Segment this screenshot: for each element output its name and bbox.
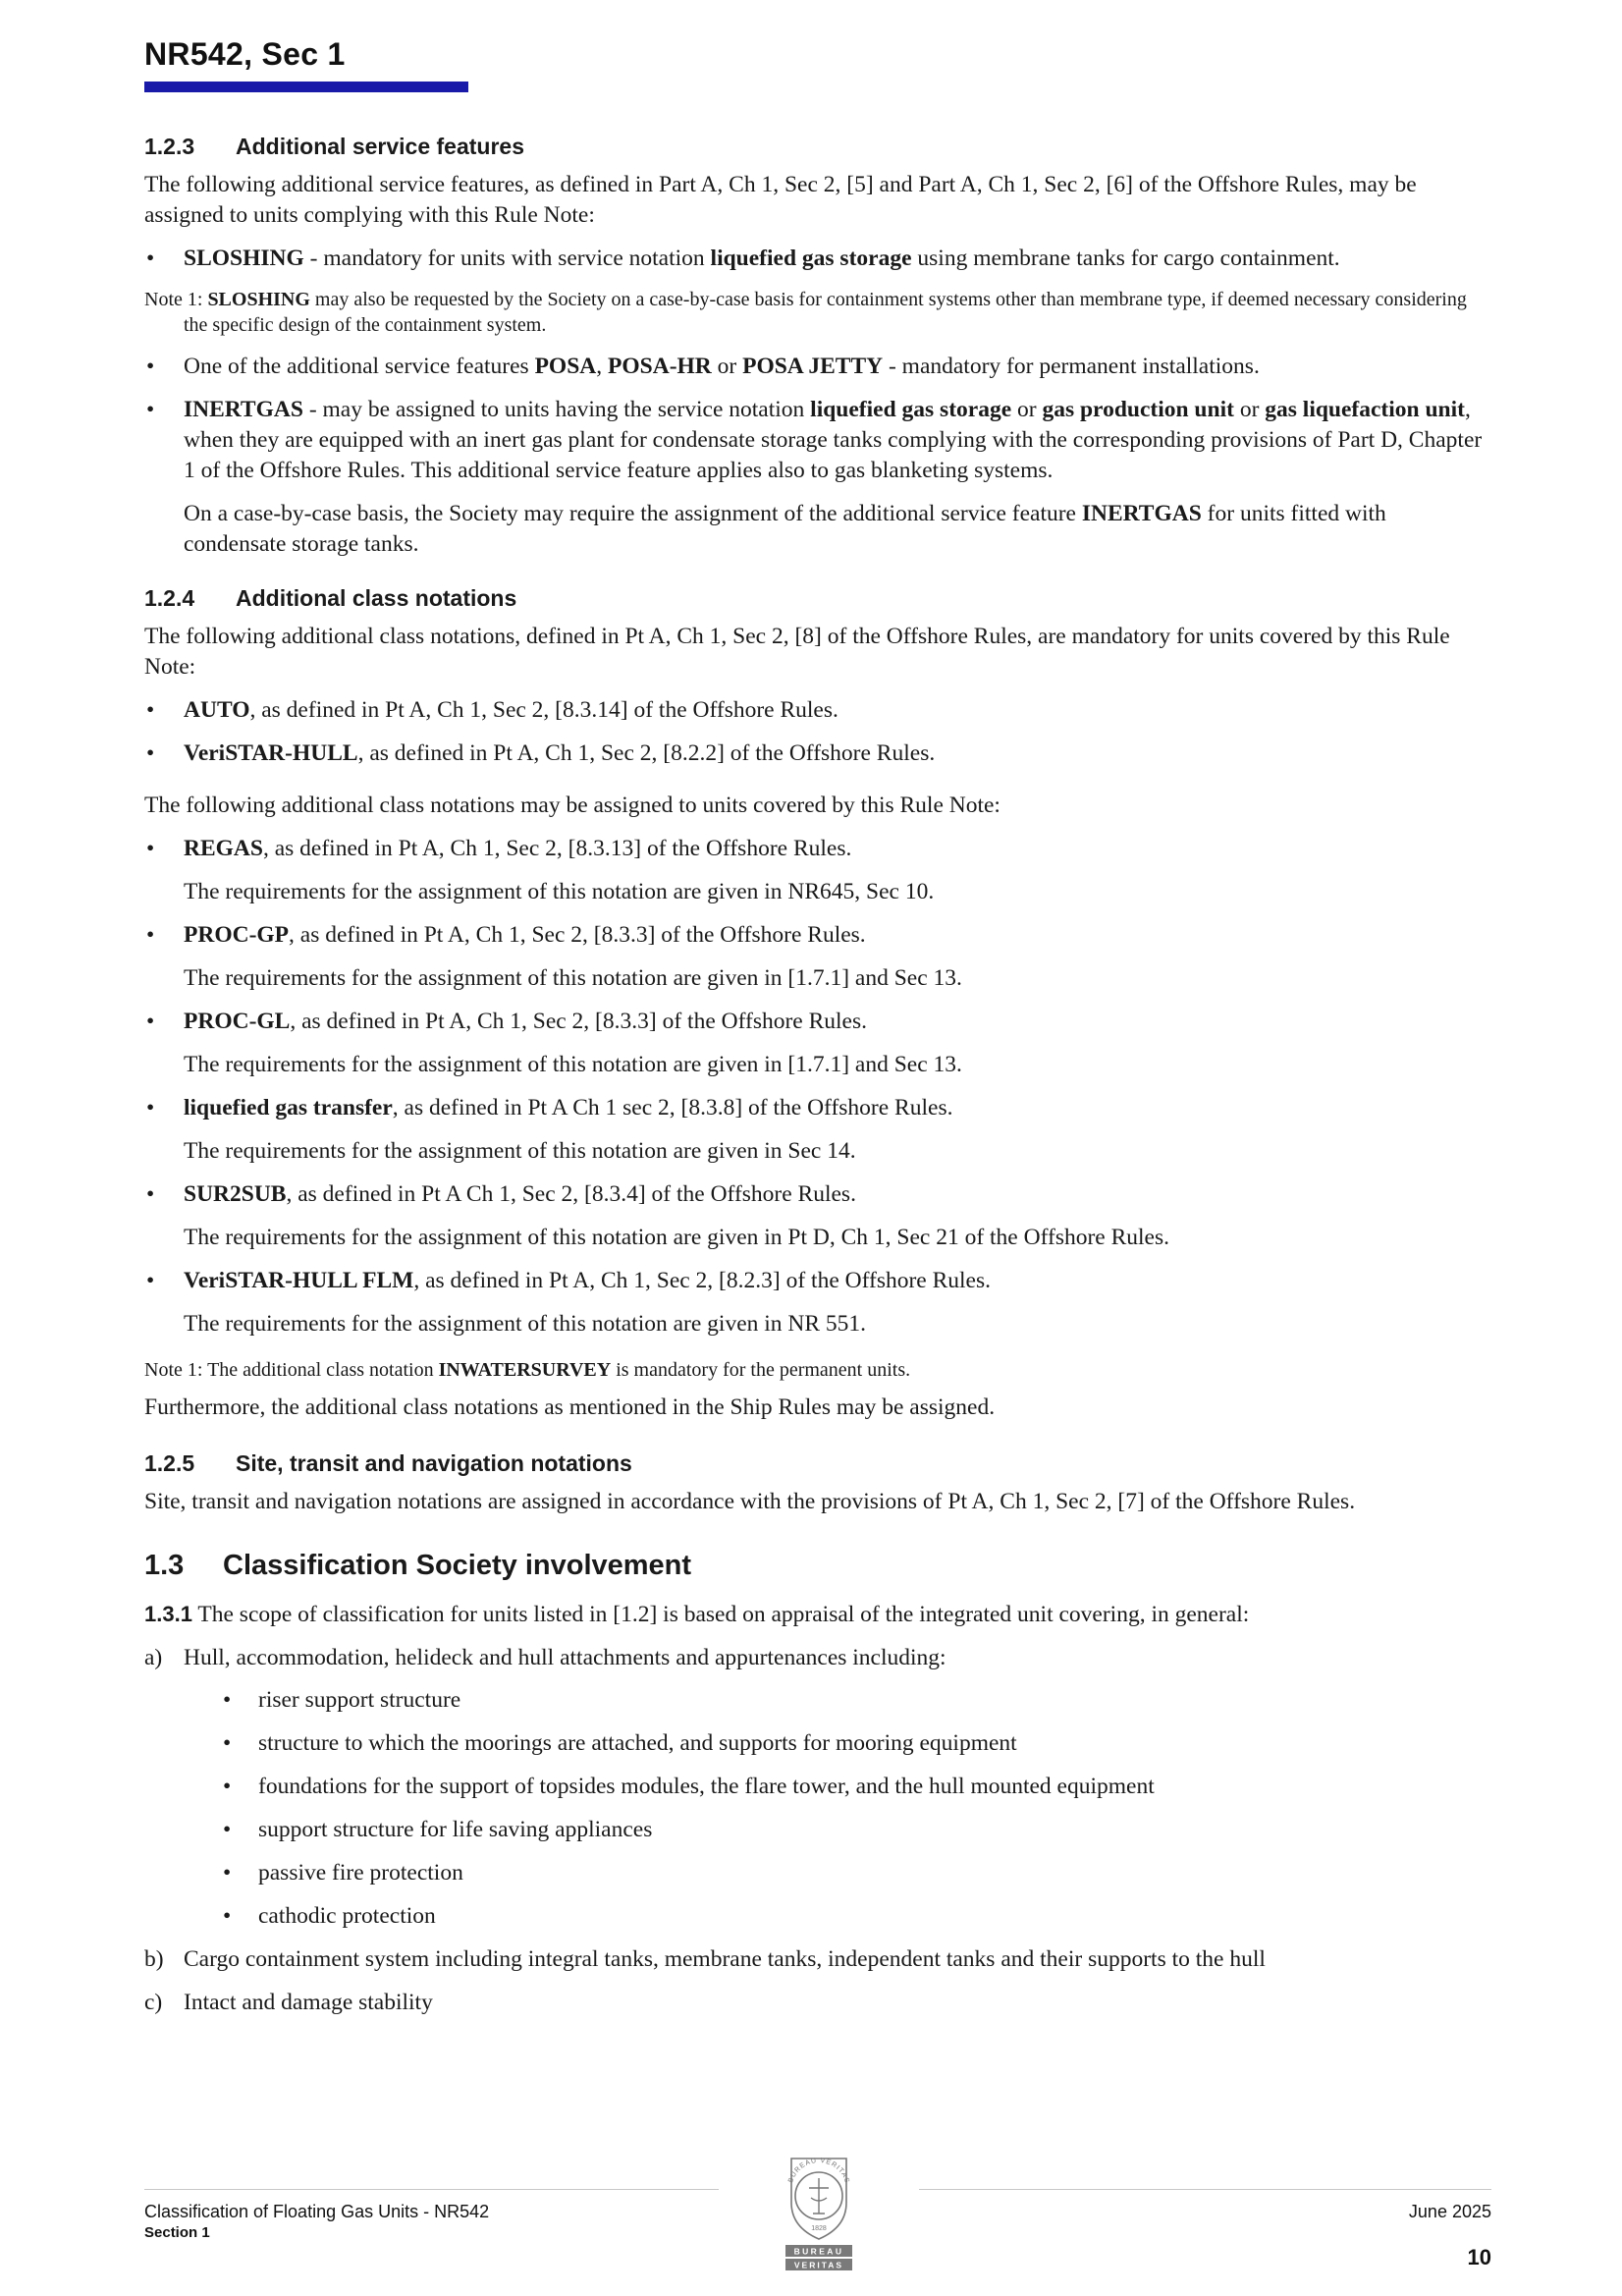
heading-text: Classification Society involvement [223, 1550, 692, 1581]
s131-alpha-list [144, 1643, 1491, 2018]
s123-bullet-list-2 [144, 352, 1491, 486]
heading-1-2-3 [144, 132, 1491, 162]
s124-intro: The following additional class notations, defined in Pt A, Ch 1, Sec 2, [8] of the Offshore Rules, are mandatory for units covered by this Rule Note: [144, 624, 1450, 680]
requirement-note: The requirements for the assignment of this notation are given in [1.7.1] and Sec 13. [184, 965, 962, 991]
s124-optional-list-2 [144, 920, 1491, 951]
list-item: • SLOSHING - mandatory for units with service notation liquefied gas storage using membrane tanks for cargo containment. [144, 244, 1491, 274]
list-item: • VeriSTAR-HULL FLM, as defined in Pt A, Ch 1, Sec 2, [8.2.3] of the Offshore Rules. [144, 1266, 1491, 1296]
s124-mandatory-list [144, 695, 1491, 769]
s124-optional-list [144, 834, 1491, 864]
list-item-b: b) Cargo containment system including integral tanks, membrane tanks, independent tanks and their supports to the hull [144, 1946, 1266, 1972]
footer-section: Section 1 [144, 2224, 210, 2241]
s124-optional-list-3 [144, 1007, 1491, 1037]
s125-text: Site, transit and navigation notations are assigned in accordance with the provisions of Pt A, Ch 1, Sec 2, [7] of the Offshore Rules. [144, 1489, 1356, 1514]
list-item-c: c) Intact and damage stability [144, 1990, 433, 2015]
heading-1-2-4 [144, 583, 1491, 614]
list-item: • support structure for life saving appliances [184, 1815, 1491, 1845]
heading-number: 1.2.3 [144, 134, 195, 159]
heading-number: 1.3 [144, 1550, 185, 1581]
list-item: • passive fire protection [184, 1858, 1491, 1888]
list-item-a: a) Hull, accommodation, helideck and hull attachments and appurtenances including: • riser support structure • structure to which the moorings are attached, and supports for mooring equipment • foundations for the support of topsides modules, the flare tower, and the hull mounted equipment • support structure for life saving appliances • passive fire protection • cathodic protection [144, 1643, 1491, 1932]
heading-text: Site, transit and navigation notations [236, 1450, 632, 1476]
s124-optional-list-5 [144, 1179, 1491, 1210]
list-item: • SUR2SUB, as defined in Pt A Ch 1, Sec 2, [8.3.4] of the Offshore Rules. [144, 1179, 1491, 1210]
list-item: • One of the additional service features POSA, POSA-HR or POSA JETTY - mandatory for permanent installations. [144, 352, 1491, 382]
heading-1-3 [144, 1551, 1491, 1581]
page-number: 10 [1467, 2245, 1491, 2269]
footer-left [144, 2202, 489, 2241]
s123-bullet-list [144, 244, 1491, 274]
s124-note: Note 1: The additional class notation INWATERSURVEY is mandatory for the permanent units. [144, 1359, 911, 1381]
list-item: • PROC-GP, as defined in Pt A, Ch 1, Sec 2, [8.3.3] of the Offshore Rules. [144, 920, 1491, 951]
heading-1-2-5 [144, 1449, 1491, 1479]
s131-paragraph: 1.3.1 The scope of classification for units listed in [1.2] is based on appraisal of the integrated unit covering, in general: [144, 1602, 1250, 1627]
list-item: • structure to which the moorings are attached, and supports for mooring equipment [184, 1728, 1491, 1759]
list-item: • VeriSTAR-HULL, as defined in Pt A, Ch 1, Sec 2, [8.2.2] of the Offshore Rules. [144, 738, 1491, 769]
requirement-note: The requirements for the assignment of this notation are given in NR645, Sec 10. [184, 879, 935, 904]
heading-text: Additional class notations [236, 585, 517, 611]
list-item: • foundations for the support of topsides modules, the flare tower, and the hull mounted equipment [184, 1772, 1491, 1802]
svg-text:VERITAS: VERITAS [793, 2260, 844, 2270]
heading-number: 1.2.4 [144, 585, 195, 611]
s123-note: Note 1: SLOSHING may also be requested by the Society on a case-by-case basis for containment systems other than membrane type, if deemed necessary considering the specific design of the containment system. [144, 289, 1467, 336]
footer-rule-left [144, 2189, 719, 2190]
s123-inertgas-paragraph: On a case-by-case basis, the Society may require the assignment of the additional service feature INERTGAS for units fitted with condensate storage tanks. [184, 501, 1386, 557]
list-item: • cathodic protection [184, 1901, 1491, 1932]
requirement-note: The requirements for the assignment of this notation are given in Pt D, Ch 1, Sec 21 of the Offshore Rules. [184, 1225, 1169, 1250]
list-item: • REGAS, as defined in Pt A, Ch 1, Sec 2, [8.3.13] of the Offshore Rules. [144, 834, 1491, 864]
list-item: • liquefied gas transfer, as defined in Pt A Ch 1 sec 2, [8.3.8] of the Offshore Rules. [144, 1093, 1491, 1123]
document-body [144, 132, 1491, 2031]
s124-optional-list-6 [144, 1266, 1491, 1296]
heading-number: 1.2.5 [144, 1450, 195, 1476]
bureau-veritas-logo [770, 2149, 868, 2276]
s123-intro: The following additional service features, as defined in Part A, Ch 1, Sec 2, [5] and Part A, Ch 1, Sec 2, [6] of the Offshore Rules, may be assigned to units complying with this Rule Note: [144, 172, 1417, 228]
footer-doc-title: Classification of Floating Gas Units - NR542 [144, 2202, 490, 2221]
header-accent-bar [144, 82, 468, 92]
svg-text:1828: 1828 [811, 2225, 827, 2232]
requirement-note: The requirements for the assignment of this notation are given in NR 551. [184, 1311, 867, 1337]
footer-rule-right [919, 2189, 1491, 2190]
list-item: • riser support structure [184, 1685, 1491, 1716]
list-item: • AUTO, as defined in Pt A, Ch 1, Sec 2, [8.3.14] of the Offshore Rules. [144, 695, 1491, 726]
svg-text:BUREAU: BUREAU [793, 2246, 844, 2257]
requirement-note: The requirements for the assignment of this notation are given in Sec 14. [184, 1138, 856, 1164]
s131-a-sublist [184, 1685, 1491, 1932]
s124-optional-list-4 [144, 1093, 1491, 1123]
list-item: • INERTGAS - may be assigned to units having the service notation liquefied gas storage or gas production unit or gas liquefaction unit, when they are equipped with an inert gas plant for condensate storage tanks complying with the corresponding provisions of Part D, Chapter 1 of the Offshore Rules. This additional service feature applies also to gas blanketing systems. [144, 395, 1491, 486]
svg-text:BUREAU VERITAS: BUREAU VERITAS [787, 2157, 851, 2185]
s124-closing: Furthermore, the additional class notations as mentioned in the Ship Rules may be assigned. [144, 1394, 996, 1420]
requirement-note: The requirements for the assignment of this notation are given in [1.7.1] and Sec 13. [184, 1052, 962, 1077]
heading-text: Additional service features [236, 134, 524, 159]
s124-intro-2: The following additional class notations may be assigned to units covered by this Rule Note: [144, 793, 1000, 818]
footer-date: June 2025 [1408, 2202, 1491, 2221]
page-header-title: NR542, Sec 1 [144, 36, 346, 72]
list-item: • PROC-GL, as defined in Pt A, Ch 1, Sec 2, [8.3.3] of the Offshore Rules. [144, 1007, 1491, 1037]
